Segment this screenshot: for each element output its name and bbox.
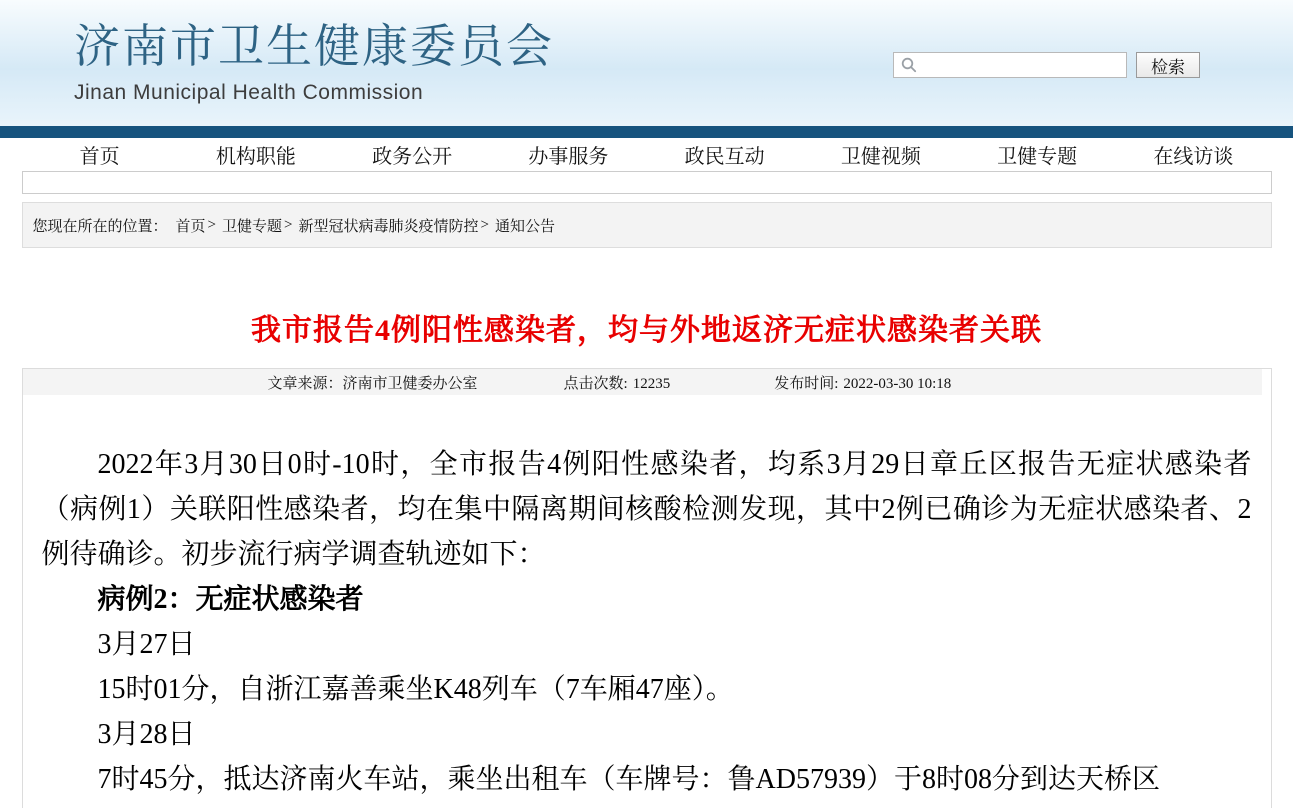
article-meta-bar	[23, 369, 1262, 395]
site-subtitle: Jinan Municipal Health Commission	[74, 81, 424, 104]
nav-item-interaction[interactable]: 政民互动	[684, 146, 765, 168]
site-title: 济南市卫生健康委员会	[74, 20, 554, 72]
article-body	[23, 395, 1271, 802]
article-paragraph-date: 3月28日	[97, 719, 196, 750]
search-icon	[901, 57, 917, 73]
breadcrumb-separator: >	[480, 216, 489, 233]
breadcrumb-prefix: 您现在所在的位置：	[32, 218, 168, 235]
article-paragraph: 2022年3月30日0时-10时，全市报告4例阳性感染者，均系3月29日章丘区报告无症状感染者（病例1）关联阳性感染者，均在集中隔离期间核酸检测发现，其中2例已确诊为无症状感染者、2例待确诊。初步流行病学调查轨迹如下：	[41, 449, 1252, 570]
nav-item-functions[interactable]: 机构职能	[215, 146, 296, 168]
article-paragraph: 15时01分，自浙江嘉善乘坐K48列车（7车厢47座）。	[97, 674, 734, 705]
search-button[interactable]: 检索	[1136, 52, 1200, 78]
publish-time-label: 发布时间:	[774, 375, 839, 392]
nav-item-topics[interactable]: 卫健专题	[997, 146, 1078, 168]
breadcrumb-item-topics[interactable]: 卫健专题	[222, 218, 283, 235]
breadcrumb-item-notices[interactable]: 通知公告	[494, 218, 555, 235]
nav-item-home[interactable]: 首页	[79, 146, 120, 168]
breadcrumb-separator: >	[284, 216, 293, 233]
nav-item-services[interactable]: 办事服务	[528, 146, 609, 168]
nav-accent-bar	[0, 126, 1293, 138]
click-count-label: 点击次数:	[563, 375, 628, 392]
nav-item-interviews[interactable]: 在线访谈	[1153, 146, 1234, 168]
nav-item-videos[interactable]: 卫健视频	[840, 146, 921, 168]
breadcrumb	[22, 202, 1272, 248]
breadcrumb-item-covid[interactable]: 新型冠状病毒肺炎疫情防控	[298, 218, 479, 235]
site-brand	[74, 10, 554, 105]
click-count-value: 12235	[632, 375, 671, 392]
article-click-count	[564, 372, 671, 393]
article-paragraph: 7时45分，抵达济南火车站，乘坐出租车（车牌号：鲁AD57939）于8时08分到达天桥区	[97, 764, 1160, 795]
breadcrumb-item-home[interactable]: 首页	[175, 218, 206, 235]
breadcrumb-separator: >	[207, 216, 216, 233]
nav-item-gov-info[interactable]: 政务公开	[372, 146, 453, 168]
article-paragraph-case2-heading: 病例2：无症状感染者	[97, 584, 364, 615]
search-input[interactable]	[893, 52, 1127, 78]
publish-time-value: 2022-03-30 10:18	[843, 375, 952, 392]
article-source: 文章来源：济南市卫健委办公室	[267, 375, 478, 392]
subnav-strip	[22, 171, 1272, 194]
site-header	[0, 0, 1293, 126]
site-search	[893, 52, 1200, 78]
article-title: 我市报告4例阳性感染者，均与外地返济无症状感染者关联	[251, 314, 1042, 347]
article-panel	[22, 368, 1272, 808]
article-paragraph-date: 3月27日	[97, 629, 196, 660]
article-publish-time	[774, 372, 951, 393]
main-nav	[22, 138, 1272, 171]
